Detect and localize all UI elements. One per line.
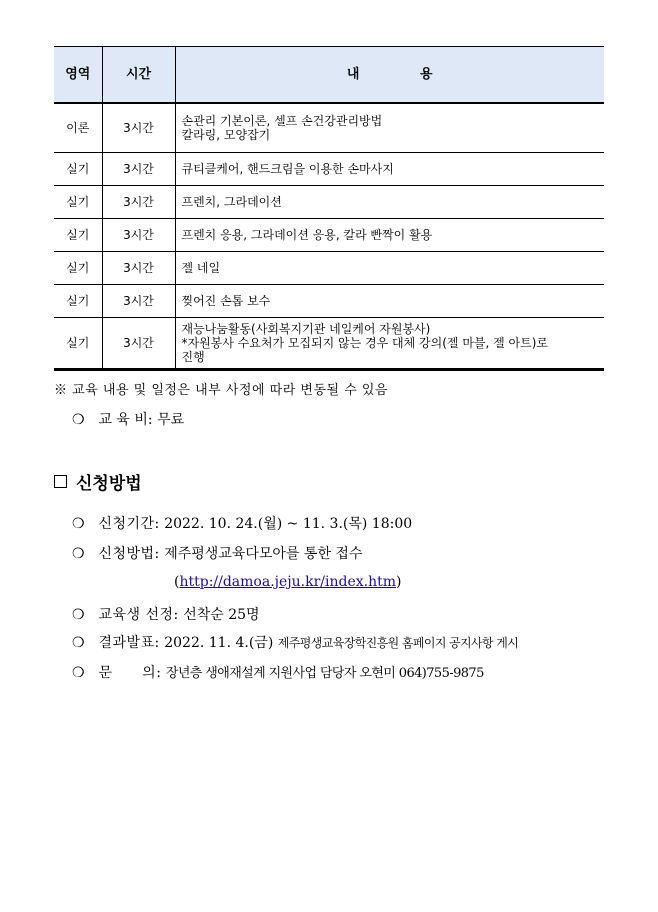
bullet-circle-icon: ❍ (72, 665, 85, 681)
table-row (54, 103, 604, 153)
cell-content (175, 186, 604, 219)
method-label: 신청방법: (98, 546, 160, 562)
cell-content (175, 252, 604, 285)
damoa-link[interactable]: http://damoa.jeju.kr/index.htm (179, 574, 396, 590)
cell-content (175, 285, 604, 318)
cell-time: 3시간 (102, 153, 175, 186)
cell-area: 이론 (54, 103, 102, 153)
cell-content (175, 318, 604, 370)
cell-area: 실기 (54, 153, 102, 186)
cell-time: 3시간 (102, 103, 175, 153)
table-row (54, 285, 604, 318)
fee-line (72, 409, 184, 429)
cell-content-line: 손관리 기본이론, 셀프 손건강관리방법 (181, 114, 383, 128)
result-value: 제주평생교육장학진흥원 홈페이지 공지사항 게시 (277, 636, 519, 650)
cell-area: 실기 (54, 285, 102, 318)
checkbox-square-icon (54, 475, 67, 488)
method-line (72, 543, 362, 563)
fee-value: 무료 (157, 412, 185, 428)
method-value: 제주평생교육다모아를 통한 접수 (164, 546, 363, 562)
cell-content-line: 젤 네일 (181, 261, 221, 275)
cell-content (175, 153, 604, 186)
cell-content-line: 진행 (181, 350, 205, 364)
curriculum-table (54, 46, 604, 371)
cell-content-line: 큐티클케어, 핸드크림을 이용한 손마사지 (181, 162, 394, 176)
result-line (72, 632, 518, 652)
bullet-circle-icon: ❍ (72, 546, 85, 562)
bullet-circle-icon: ❍ (72, 607, 85, 623)
table-row (54, 186, 604, 219)
inquiry-line (72, 662, 484, 682)
bullet-circle-icon: ❍ (72, 635, 85, 651)
header-content: 내 용 (175, 47, 604, 104)
cell-content-line: *자원봉사 수요처가 모집되지 않는 경우 대체 강의(젤 마블, 젤 아트)로 (181, 336, 548, 350)
selection-value: 선착순 25명 (183, 607, 260, 623)
selection-line (72, 604, 260, 624)
cell-content-line: 재능나눔활동(사회복지기관 네일케어 자원봉사) (181, 322, 431, 336)
cell-content (175, 103, 604, 153)
result-date: 2022. 11. 4.(금) (164, 635, 274, 651)
cell-time: 3시간 (102, 285, 175, 318)
section-title: 신청방법 (76, 474, 142, 494)
inquiry-label: 문 의: (98, 665, 162, 681)
cell-content-line: 프렌치, 그라데이션 (181, 195, 282, 209)
cell-time: 3시간 (102, 219, 175, 252)
cell-time: 3시간 (102, 252, 175, 285)
url-line (174, 574, 401, 590)
table-row (54, 252, 604, 285)
cell-time: 3시간 (102, 186, 175, 219)
url-suffix: ) (396, 574, 402, 590)
selection-label: 교육생 선정: (98, 607, 179, 623)
cell-content-line: 칼라링, 모양잡기 (181, 128, 271, 142)
cell-area: 실기 (54, 186, 102, 219)
period-value: 2022. 10. 24.(월) ~ 11. 3.(목) 18:00 (164, 516, 413, 532)
period-label: 신청기간: (98, 516, 160, 532)
section-heading (54, 469, 142, 494)
cell-area: 실기 (54, 219, 102, 252)
inquiry-value: 장년층 생애재설계 지원사업 담당자 오현미 064)755-9875 (165, 666, 484, 681)
cell-content-line: 프렌치 응용, 그라데이션 응용, 칼라 빤짝이 활용 (181, 228, 433, 242)
table-row (54, 318, 604, 370)
period-line (72, 513, 412, 533)
header-area: 영역 (54, 47, 102, 104)
table-row (54, 153, 604, 186)
result-label: 결과발표: (98, 635, 160, 651)
cell-content (175, 219, 604, 252)
header-time: 시간 (102, 47, 175, 104)
cell-content-line: 찢어진 손톱 보수 (181, 294, 271, 308)
url-prefix: ( (174, 574, 180, 590)
table-row (54, 219, 604, 252)
bullet-circle-icon: ❍ (72, 412, 85, 428)
fee-label: 교 육 비: (98, 412, 153, 428)
cell-area: 실기 (54, 252, 102, 285)
cell-time: 3시간 (102, 318, 175, 370)
cell-area: 실기 (54, 318, 102, 370)
schedule-note: ※ 교육 내용 및 일정은 내부 사정에 따라 변동될 수 있음 (54, 383, 389, 398)
table-header-row (54, 47, 604, 104)
bullet-circle-icon: ❍ (72, 516, 85, 532)
